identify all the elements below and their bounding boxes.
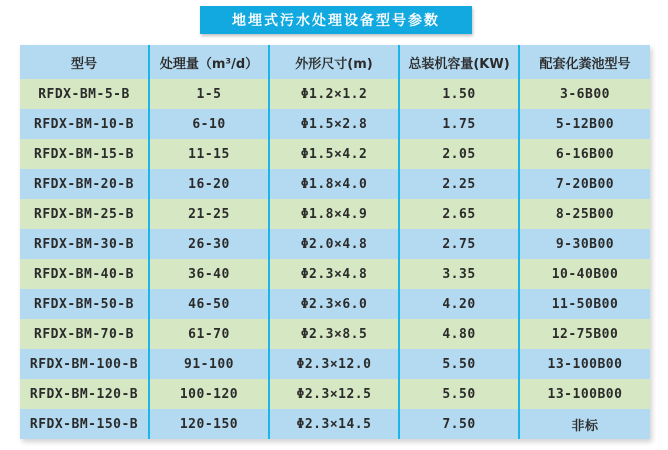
- table-cell: Φ1.8×4.0: [270, 169, 400, 199]
- table-cell: 6-16B00: [520, 139, 650, 169]
- table-cell: 120-150: [150, 409, 270, 439]
- table-cell: RFDX-BM-30-B: [20, 229, 150, 259]
- table-cell: 7-20B00: [520, 169, 650, 199]
- table-cell: RFDX-BM-20-B: [20, 169, 150, 199]
- table-cell: 2.05: [400, 139, 520, 169]
- table-cell: RFDX-BM-100-B: [20, 349, 150, 379]
- table-cell: 2.25: [400, 169, 520, 199]
- table-cell: 7.50: [400, 409, 520, 439]
- table-cell: 16-20: [150, 169, 270, 199]
- title-banner: [200, 6, 472, 34]
- table-cell: Φ2.3×4.8: [270, 259, 400, 289]
- table-row: [20, 319, 650, 349]
- table-body: [20, 79, 650, 439]
- table-cell: 9-30B00: [520, 229, 650, 259]
- table-cell: 61-70: [150, 319, 270, 349]
- table-row: [20, 109, 650, 139]
- table-cell: 8-25B00: [520, 199, 650, 229]
- spec-table: [20, 45, 650, 439]
- table-cell: 3-6B00: [520, 79, 650, 109]
- table-cell: 100-120: [150, 379, 270, 409]
- table-cell: 21-25: [150, 199, 270, 229]
- table-row: [20, 79, 650, 109]
- table-cell: 2.75: [400, 229, 520, 259]
- table-cell: 13-100B00: [520, 349, 650, 379]
- table-row: [20, 259, 650, 289]
- table-cell: Φ2.3×8.5: [270, 319, 400, 349]
- table-cell: RFDX-BM-120-B: [20, 379, 150, 409]
- table-header-row: [20, 45, 650, 79]
- table-row: [20, 199, 650, 229]
- column-header: 型号: [20, 45, 150, 79]
- table-cell: 1-5: [150, 79, 270, 109]
- table-cell: RFDX-BM-40-B: [20, 259, 150, 289]
- table-cell: Φ2.3×12.5: [270, 379, 400, 409]
- table-cell: RFDX-BM-15-B: [20, 139, 150, 169]
- table-row: [20, 409, 650, 439]
- table-cell: 1.75: [400, 109, 520, 139]
- table-cell: Φ2.0×4.8: [270, 229, 400, 259]
- table-row: [20, 229, 650, 259]
- table-cell: 1.50: [400, 79, 520, 109]
- table-cell: 13-100B00: [520, 379, 650, 409]
- table-row: [20, 139, 650, 169]
- column-header: 总装机容量(KW): [400, 45, 520, 79]
- table-cell: 非标: [520, 409, 650, 439]
- table-cell: Φ1.8×4.9: [270, 199, 400, 229]
- table-row: [20, 349, 650, 379]
- table-cell: 3.35: [400, 259, 520, 289]
- table-cell: Φ2.3×6.0: [270, 289, 400, 319]
- table-cell: 5.50: [400, 379, 520, 409]
- table-cell: 5-12B00: [520, 109, 650, 139]
- table-cell: 4.80: [400, 319, 520, 349]
- table-row: [20, 379, 650, 409]
- table-cell: Φ1.5×4.2: [270, 139, 400, 169]
- table-cell: 10-40B00: [520, 259, 650, 289]
- table-cell: RFDX-BM-70-B: [20, 319, 150, 349]
- page-title: 地埋式污水处理设备型号参数: [232, 13, 440, 29]
- table-cell: 11-15: [150, 139, 270, 169]
- table-row: [20, 289, 650, 319]
- table-row: [20, 169, 650, 199]
- column-header: 处理量（m³/d）: [150, 45, 270, 79]
- table-cell: Φ1.5×2.8: [270, 109, 400, 139]
- table-cell: 12-75B00: [520, 319, 650, 349]
- table-cell: RFDX-BM-5-B: [20, 79, 150, 109]
- table-cell: 2.65: [400, 199, 520, 229]
- table-cell: Φ1.2×1.2: [270, 79, 400, 109]
- column-header: 外形尺寸(m): [270, 45, 400, 79]
- column-header: 配套化粪池型号: [520, 45, 650, 79]
- table-cell: RFDX-BM-150-B: [20, 409, 150, 439]
- table-cell: 6-10: [150, 109, 270, 139]
- table-cell: 4.20: [400, 289, 520, 319]
- table-cell: RFDX-BM-10-B: [20, 109, 150, 139]
- table-cell: 36-40: [150, 259, 270, 289]
- table-cell: 5.50: [400, 349, 520, 379]
- table-cell: 91-100: [150, 349, 270, 379]
- table-cell: 11-50B00: [520, 289, 650, 319]
- table-cell: 26-30: [150, 229, 270, 259]
- table-cell: RFDX-BM-25-B: [20, 199, 150, 229]
- table-cell: Φ2.3×14.5: [270, 409, 400, 439]
- table-cell: RFDX-BM-50-B: [20, 289, 150, 319]
- table-cell: 46-50: [150, 289, 270, 319]
- table-cell: Φ2.3×12.0: [270, 349, 400, 379]
